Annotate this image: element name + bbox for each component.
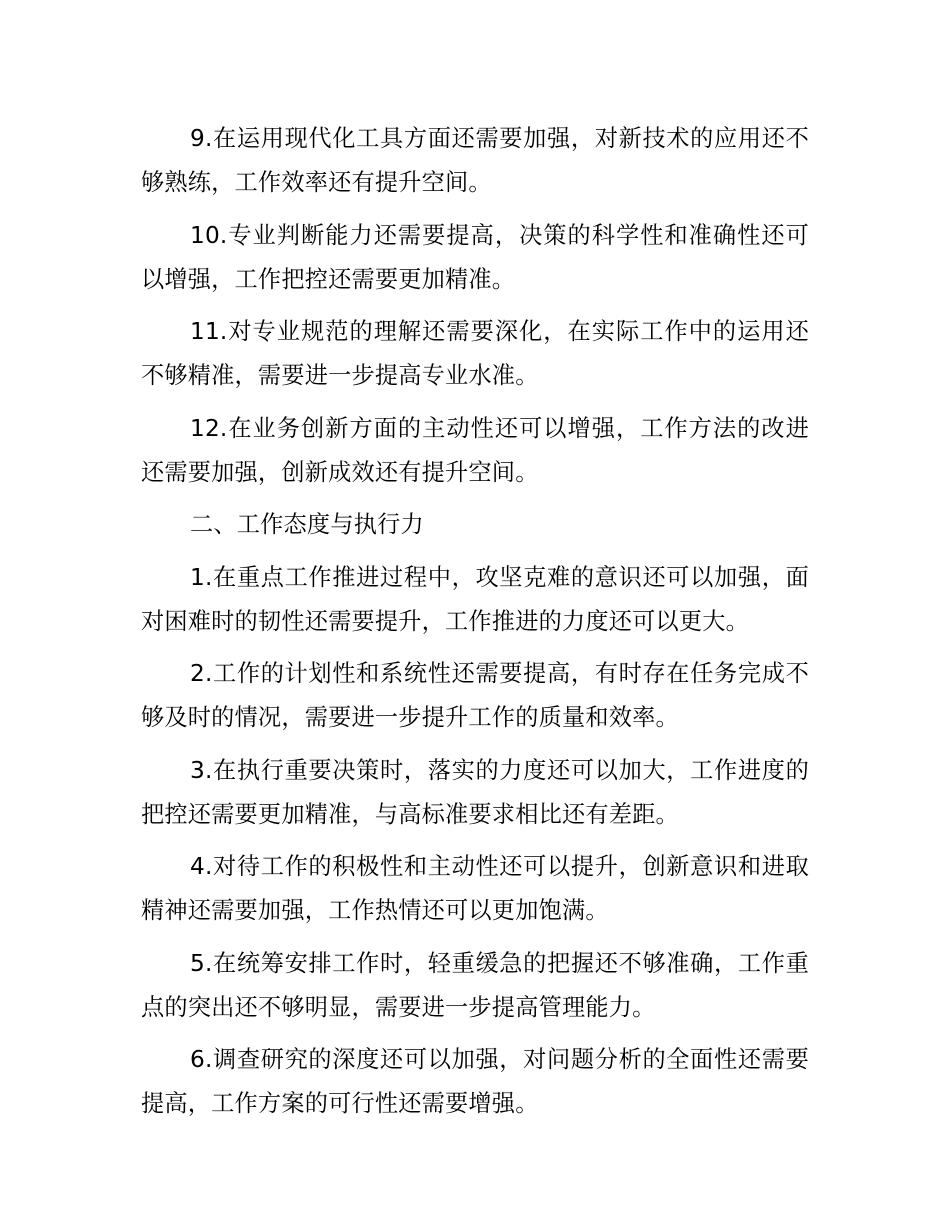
document-page: [141, 117, 809, 1135]
section-heading: 二、工作态度与执行力: [190, 511, 424, 538]
paragraph-item-5: 5.在统筹安排工作时，轻重缓急的把握还不够准确，工作重点的突出还不够明显，需要进一步提高管理能力。: [141, 949, 809, 1021]
paragraph-item-2: 2.工作的计划性和系统性还需要提高，有时存在任务完成不够及时的情况，需要进一步提升工作的质量和效率。: [141, 660, 809, 731]
paragraph-item-11: 11.对专业规范的理解还需要深化，在实际工作中的运用还不够精准，需要进一步提高专业水准。: [141, 318, 809, 389]
paragraph-item-9: 9.在运用现代化工具方面还需要加强，对新技术的应用还不够熟练，工作效率还有提升空间。: [141, 125, 809, 196]
paragraph-item-3: 3.在执行重要决策时，落实的力度还可以加大，工作进度的把控还需要更加精准，与高标准要求相比还有差距。: [141, 756, 809, 828]
paragraph-item-4: 4.对待工作的积极性和主动性还可以提升，创新意识和进取精神还需要加强，工作热情还可以更加饱满。: [141, 853, 809, 924]
paragraph-item-6: 6.调查研究的深度还可以加强，对问题分析的全面性还需要提高，工作方案的可行性还需要增强。: [141, 1046, 809, 1117]
paragraph-item-1: 1.在重点工作推进过程中，攻坚克难的意识还可以加强，面对困难时的韧性还需要提升，工作推进的力度还可以更大。: [141, 563, 809, 635]
paragraph-item-12: 12.在业务创新方面的主动性还可以增强，工作方法的改进还需要加强，创新成效还有提升空间。: [141, 414, 809, 486]
paragraph-item-10: 10.专业判断能力还需要提高，决策的科学性和准确性还可以增强，工作把控还需要更加精准。: [141, 221, 809, 293]
